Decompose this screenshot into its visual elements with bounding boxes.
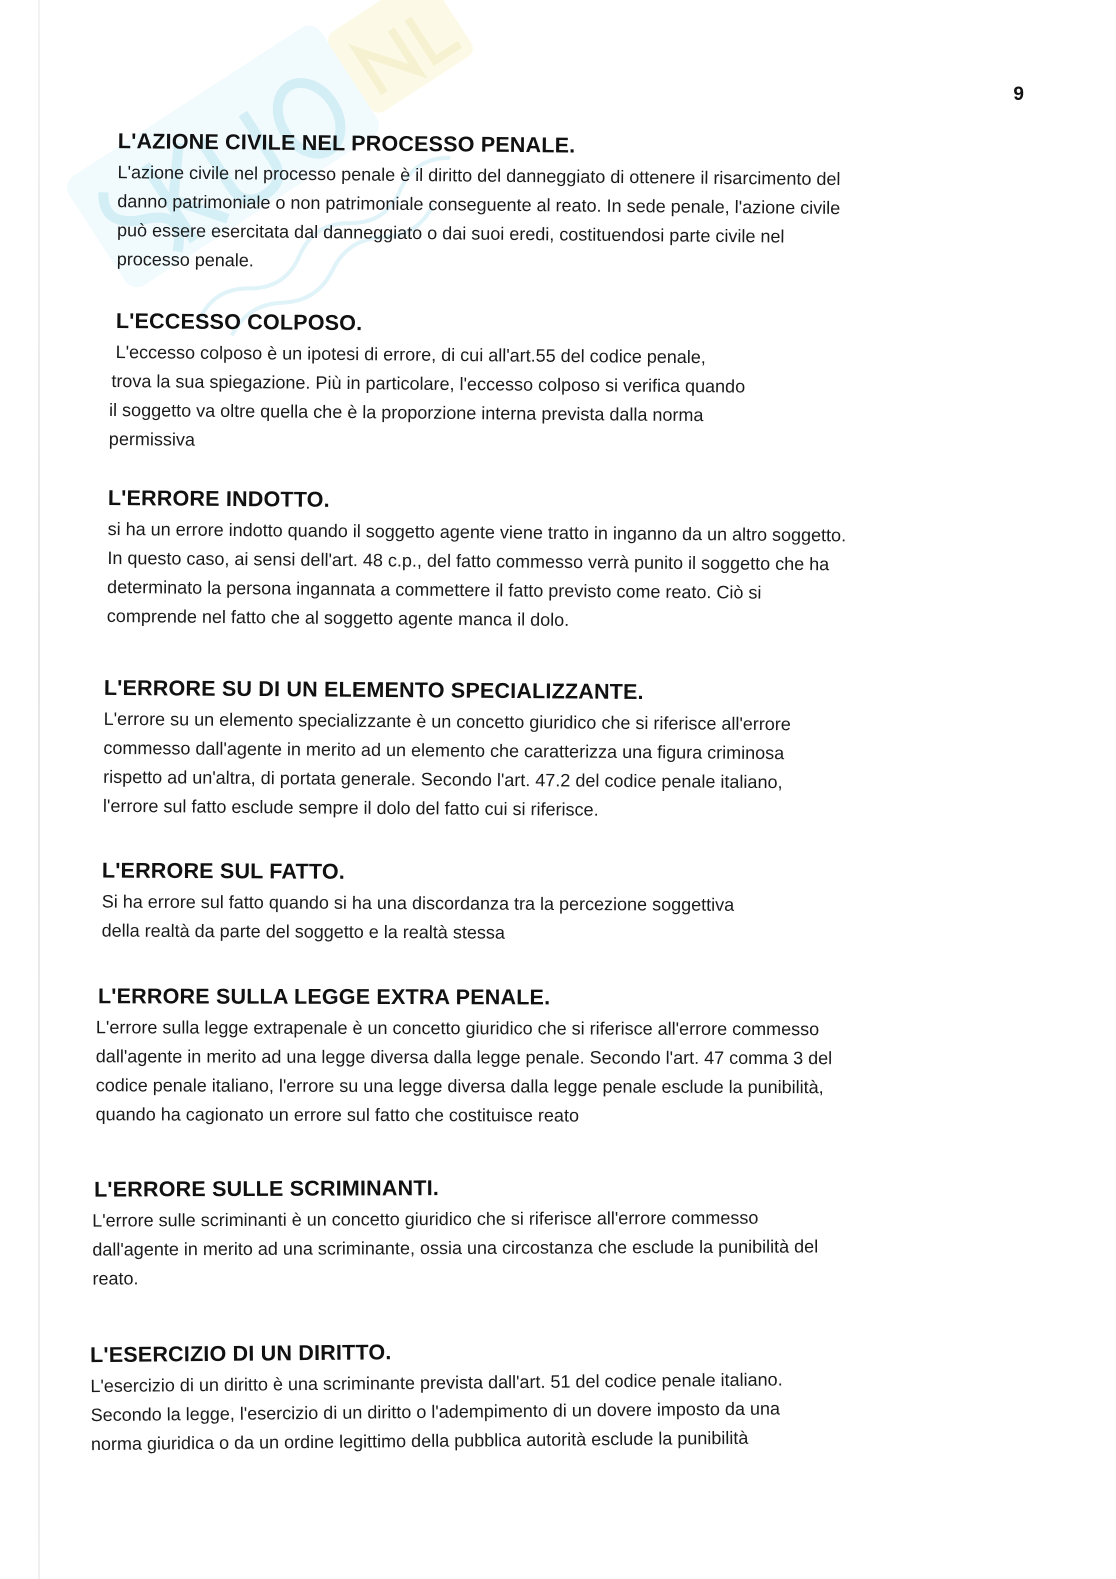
section-esercizio-diritto (0, 1333, 1116, 1460)
section-line: L'azione civile nel processo penale è il diritto del danneggiato di ottenere il risarcimento del (117, 162, 841, 190)
section-title: L'ECCESSO COLPOSO. (115, 309, 363, 336)
section-azione-civile (0, 128, 1116, 284)
section-line: norma giuridica o da un ordine legittimo della pubblica autorità esclude la punibilità (90, 1427, 749, 1455)
section-line: commesso dall'agente in merito ad un elemento che caratterizza una figura criminosa (103, 737, 785, 764)
section-line: L'eccesso colposo è un ipotesi di errore, di cui all'art.55 del codice penale, (115, 342, 706, 368)
section-line: dall'agente in merito ad una legge diversa dalla legge penale. Secondo l'art. 47 comma 3 del (95, 1046, 833, 1069)
section-line: Si ha errore sul fatto quando si ha una discordanza tra la percezione soggettiva (101, 891, 735, 915)
section-line: della realtà da parte del soggetto e la realtà stessa (101, 920, 505, 943)
section-line: trova la sua spiegazione. Più in particolare, l'eccesso colposo si verifica quando (111, 370, 746, 397)
section-legge-extra-penale (0, 984, 1116, 1132)
section-line: l'errore sul fatto esclude sempre il dolo del fatto cui si riferisce. (102, 795, 599, 820)
section-line: codice penale italiano, l'errore su una legge diversa dalla legge penale esclude la punibilità, (95, 1075, 824, 1098)
section-line: il soggetto va oltre quella che è la proporzione interna prevista dalla norma (109, 399, 704, 426)
section-line: L'errore sulla legge extrapenale è un concetto giuridico che si riferisce all'errore commesso (95, 1017, 820, 1040)
section-errore-sul-fatto (0, 858, 1116, 951)
section-title: L'ERRORE INDOTTO. (107, 485, 330, 512)
section-line: Secondo la legge, l'esercizio di un diritto o l'adempimento di un dovere imposto da una (90, 1398, 781, 1426)
page-number: 9 (1013, 84, 1024, 105)
section-line: permissiva (108, 428, 195, 450)
section-line: L'esercizio di un diritto è una scriminante prevista dall'art. 51 del codice penale italiano. (90, 1369, 783, 1397)
section-title: L'AZIONE CIVILE NEL PROCESSO PENALE. (117, 129, 576, 158)
section-elemento-specializzante (0, 675, 1116, 829)
section-line: reato. (92, 1268, 139, 1289)
section-errore-indotto (0, 485, 1116, 640)
section-title: L'ERRORE SU DI UN ELEMENTO SPECIALIZZANTE. (103, 675, 644, 705)
section-line: danno patrimoniale o non patrimoniale conseguente al reato. In sede penale, l'azione civile (117, 191, 841, 219)
section-line: dall'agente in merito ad una scriminante, ossia una circostanza che esclude la punibilità del (92, 1236, 819, 1260)
section-title: L'ERRORE SUL FATTO. (101, 858, 346, 884)
section-line: si ha un errore indotto quando il soggetto agente viene tratto in inganno da un altro soggetto. (107, 518, 847, 546)
section-title: L'ESERCIZIO DI UN DIRITTO. (89, 1340, 392, 1368)
section-scriminanti (0, 1173, 1116, 1294)
section-line: può essere esercitata dal danneggiato o dai suoi eredi, costituendosi parte civile nel (116, 220, 785, 247)
section-title: L'ERRORE SULLE SCRIMINANTI. (93, 1176, 440, 1202)
section-line: processo penale. (116, 249, 254, 271)
section-eccesso-colposo (0, 308, 1116, 463)
section-title: L'ERRORE SULLA LEGGE EXTRA PENALE. (97, 984, 551, 1010)
section-line: L'errore su un elemento specializzante è un concetto giuridico che si riferisce all'errore (103, 708, 791, 735)
section-line: In questo caso, ai sensi dell'art. 48 c.p., del fatto commesso verrà punito il soggetto che ha (107, 547, 830, 575)
section-line: rispetto ad un'altra, di portata generale. Secondo l'art. 47.2 del codice penale italiano, (103, 766, 783, 793)
section-line: L'errore sulle scriminanti è un concetto giuridico che si riferisce all'errore commesso (92, 1207, 759, 1231)
section-line: comprende nel fatto che al soggetto agente manca il dolo. (106, 605, 570, 630)
section-line: determinato la persona ingannata a commettere il fatto previsto come reato. Ciò si (107, 576, 762, 603)
section-line: quando ha cagionato un errore sul fatto che costituisce reato (95, 1104, 579, 1126)
